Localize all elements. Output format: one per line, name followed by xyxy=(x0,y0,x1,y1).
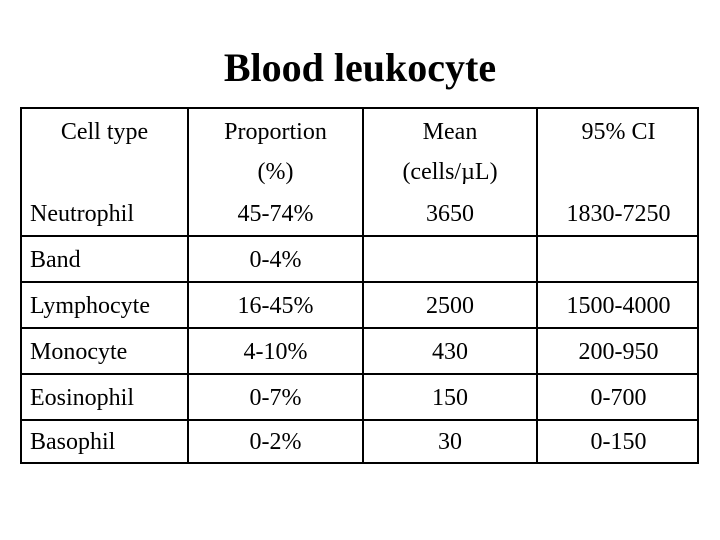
row-cell-type: Band xyxy=(30,247,81,273)
row-ci: 0-150 xyxy=(590,429,647,455)
row-proportion: 4-10% xyxy=(243,339,308,365)
header-mean: Mean xyxy=(422,119,478,145)
row-divider xyxy=(22,327,697,329)
row-cell-type: Lymphocyte xyxy=(30,293,150,319)
header-cell-type: Cell type xyxy=(60,119,149,145)
header-proportion-unit: (%) xyxy=(257,159,294,185)
row-mean: 430 xyxy=(432,339,468,365)
header-mean-unit: (cells/µL) xyxy=(402,159,498,185)
header-proportion: Proportion xyxy=(224,119,327,145)
row-divider xyxy=(22,373,697,375)
row-cell-type: Monocyte xyxy=(30,339,128,365)
row-cell-type: Eosinophil xyxy=(30,385,135,411)
row-ci: 1830-7250 xyxy=(566,201,671,227)
row-ci: 0-700 xyxy=(590,385,647,411)
row-divider xyxy=(22,281,697,283)
row-mean: 3650 xyxy=(426,201,474,227)
row-divider xyxy=(22,235,697,237)
row-proportion: 16-45% xyxy=(237,293,314,319)
row-cell-type: Basophil xyxy=(30,429,116,455)
row-ci: 1500-4000 xyxy=(566,293,671,319)
header-ci: 95% CI xyxy=(581,119,656,145)
row-proportion: 45-74% xyxy=(237,201,314,227)
leukocyte-table xyxy=(20,107,699,464)
row-cell-type: Neutrophil xyxy=(30,201,134,227)
row-mean: 30 xyxy=(438,429,462,455)
row-proportion: 0-4% xyxy=(249,247,302,273)
row-divider xyxy=(22,419,697,421)
row-proportion: 0-2% xyxy=(249,429,302,455)
row-mean: 150 xyxy=(432,385,468,411)
row-ci: 200-950 xyxy=(578,339,659,365)
row-mean: 2500 xyxy=(426,293,474,319)
row-proportion: 0-7% xyxy=(249,385,302,411)
page-title: Blood leukocyte xyxy=(223,45,497,90)
